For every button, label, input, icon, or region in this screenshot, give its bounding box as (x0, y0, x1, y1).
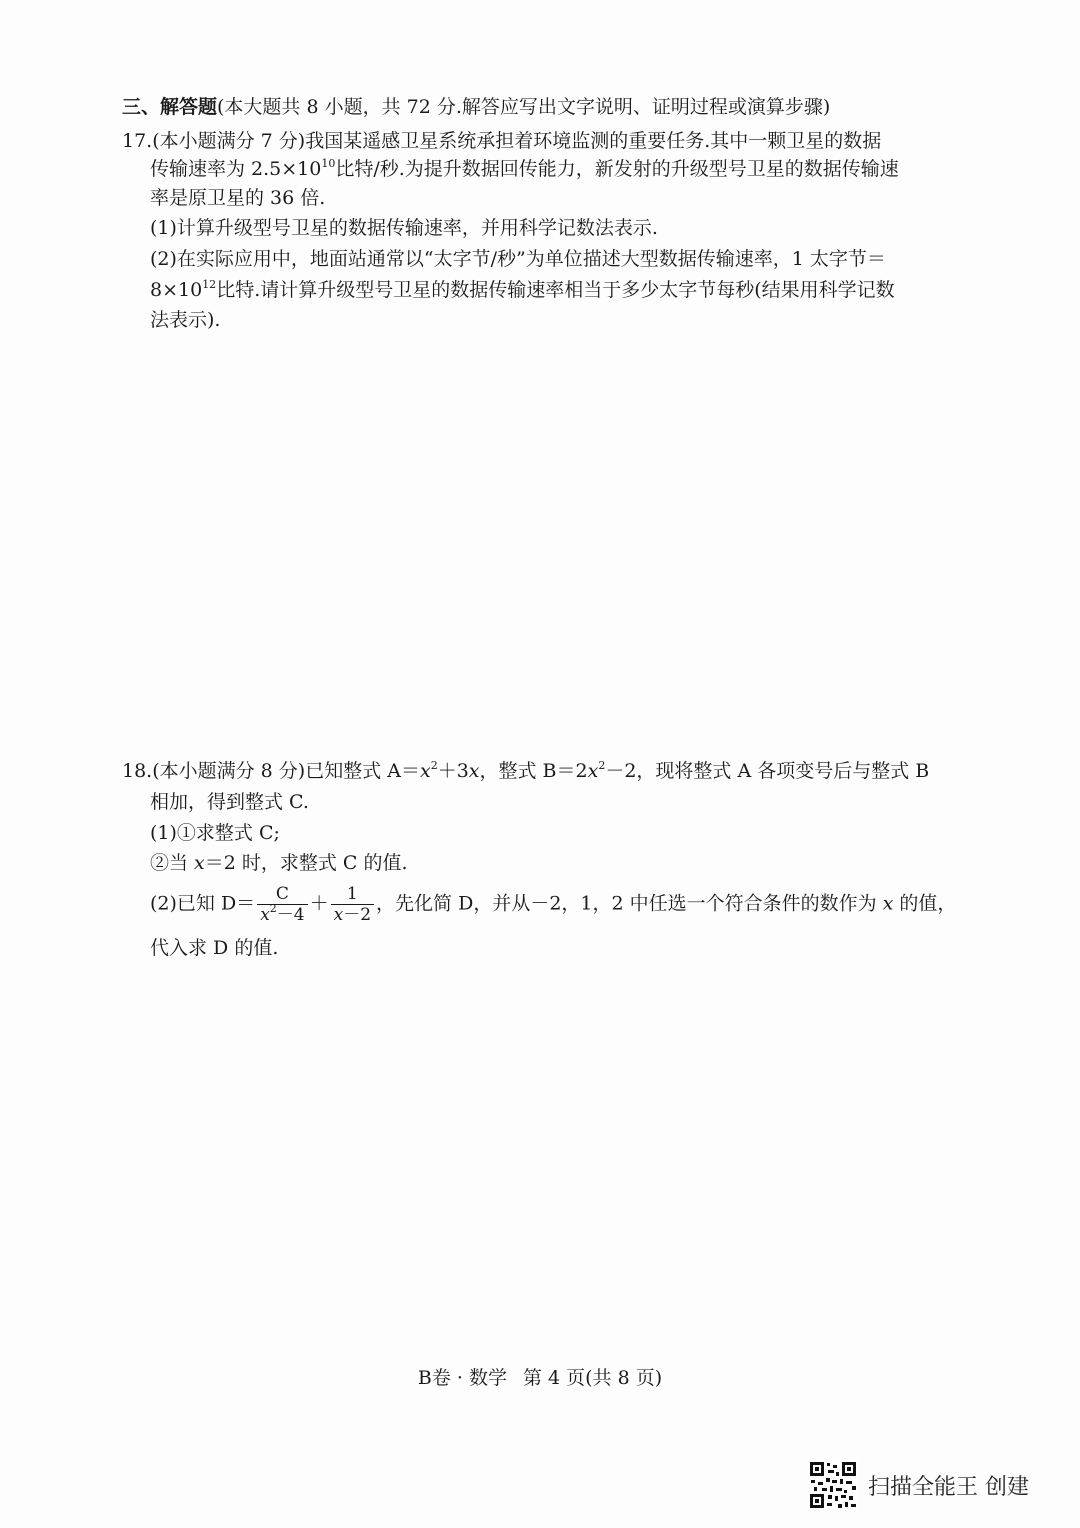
q18-exponent: 2 (598, 759, 606, 772)
q17-part-2-line-2 (150, 275, 895, 305)
q18-var-x: x (468, 760, 480, 782)
q17-line-2 (150, 154, 899, 184)
footer-paper-name: B卷 · 数学 (417, 1367, 507, 1389)
q18-part-1-b (150, 848, 408, 878)
q17-line-1: 17.(本小题满分 7 分)我国某遥感卫星系统承担着环境监测的重要任务.其中一颗卫星的数据 (122, 130, 882, 152)
q18-part-2-post: 的值， (893, 892, 957, 915)
q17-line-2-pre: 传输速率为 2.5×10 (150, 158, 322, 180)
fraction-numerator: 1 (331, 884, 374, 905)
fraction-1-over-x-minus-2 (331, 884, 374, 925)
fraction-denominator-rest: －4 (276, 905, 305, 925)
q18-var-x: x (419, 760, 431, 782)
q17-part-2-line-3: 法表示). (150, 309, 221, 331)
q17-line-2-post: 比特/秒.为提升数据回传能力，新发射的升级型号卫星的数据传输速 (335, 158, 899, 180)
q18-line-1-d: －2，现将整式 A 各项变号后与整式 B (605, 760, 930, 782)
fraction-denominator (257, 902, 307, 925)
q18-part-2 (150, 884, 956, 925)
fraction-numerator: C (257, 884, 307, 905)
q17-part-2-pre: 8×10 (150, 279, 203, 301)
q18-part-1-b-pre: ②当 (150, 852, 195, 874)
q18-var-x: x (194, 852, 205, 874)
q18-var-x: x (260, 905, 270, 925)
q18-exponent: 2 (430, 759, 438, 772)
q18-part-2-pre: (2)已知 D＝ (150, 892, 256, 915)
q18-line-1-a: 18.(本小题满分 8 分)已知整式 A＝ (122, 760, 420, 782)
q18-line-1-b: ＋3 (437, 760, 469, 782)
q17-exponent-10: 10 (321, 157, 336, 170)
q18-line-1 (122, 756, 929, 786)
q18-var-x: x (882, 892, 894, 915)
q18-line-2: 相加，得到整式 C. (150, 791, 309, 813)
q17-part-2-post: 比特.请计算升级型号卫星的数据传输速率相当于多少太字节每秒(结果用科学记数 (216, 279, 895, 301)
footer-page-number: 第 4 页(共 8 页) (522, 1367, 663, 1389)
plus-sign: ＋ (309, 892, 329, 915)
section-title (122, 92, 830, 122)
section-title-bold: 三、解答题 (122, 96, 218, 118)
q18-var-x: x (333, 905, 344, 925)
fraction-denominator (331, 905, 374, 925)
scanner-watermark-text: 扫描全能王 创建 (868, 1475, 1029, 1500)
q18-line-1-c: ，整式 B＝2 (479, 760, 588, 782)
q17-exponent-12: 12 (202, 278, 217, 291)
section-title-rest: (本大题共 8 小题，共 72 分.解答应写出文字说明、证明过程或演算步骤) (217, 96, 831, 118)
q18-part-2-line-2: 代入求 D 的值. (150, 937, 279, 959)
q18-exponent: 2 (269, 902, 277, 915)
q17-part-1: (1)计算升级型号卫星的数据传输速率，并用科学记数法表示. (150, 217, 658, 239)
q18-part-2-mid: ，先化简 D，并从－2，1，2 中任选一个符合条件的数作为 (376, 892, 883, 915)
page-footer (0, 1363, 1080, 1390)
q18-part-1-a: (1)①求整式 C; (150, 822, 280, 844)
qr-code-icon (808, 1460, 858, 1510)
q18-var-x: x (587, 760, 599, 782)
fraction-denominator-rest: －2 (343, 905, 372, 925)
q18-part-1-b-post: ＝2 时，求整式 C 的值. (204, 852, 408, 874)
fraction-c-over-x2-minus-4 (257, 884, 307, 925)
q17-part-2-line-1: (2)在实际应用中，地面站通常以“太字节/秒”为单位描述大型数据传输速率，1 太字节＝ (150, 248, 886, 270)
q17-line-3: 率是原卫星的 36 倍. (150, 187, 326, 209)
